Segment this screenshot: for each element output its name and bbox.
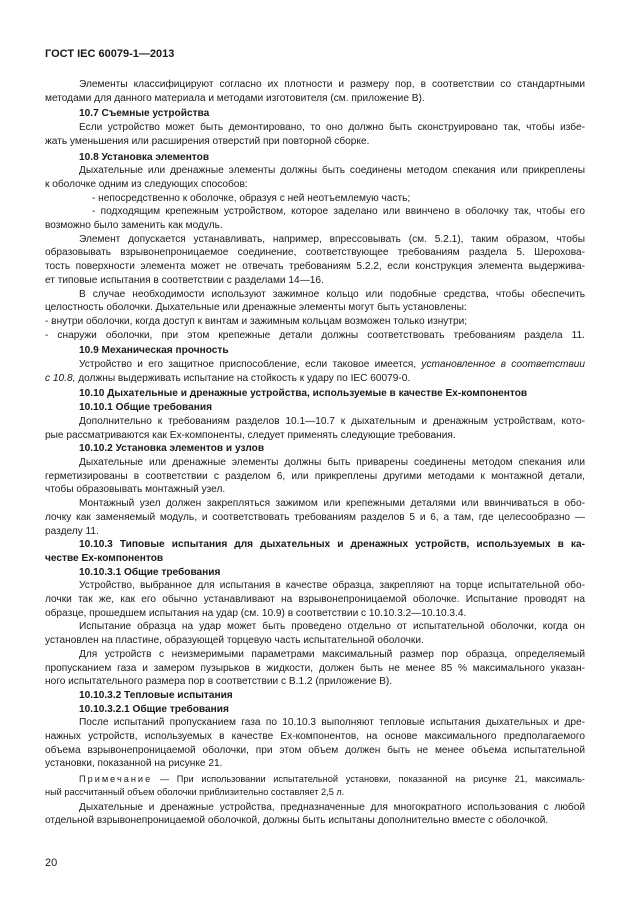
paragraph-line: нажных устройств, используемых в качестве Ex-компонентов, на основе максимального предполагаемого xyxy=(45,731,585,743)
paragraph-line: к оболочке одним из следующих способов: xyxy=(45,178,248,190)
paragraph-line: ет типовые испытания в соответствии с разделами 14—16. xyxy=(45,274,324,286)
paragraph-line: Элемент допускается устанавливать, например, впрессовывать (см. 5.2.1), таким образом, чтобы xyxy=(79,233,585,245)
section-heading-10-7: 10.7 Съемные устройства xyxy=(79,108,210,120)
page-number: 20 xyxy=(45,857,58,869)
paragraph-line: Дыхательные или дренажные элементы должны быть приварены соединены методом спекания или xyxy=(79,456,585,468)
list-item: - снаружи оболочки, при этом крепежные детали должны соответствовать требованиям раздела 11. xyxy=(45,329,585,341)
section-heading-10-10-2: 10.10.2 Установка элементов и узлов xyxy=(79,443,265,455)
section-heading-10-10-3-2-1: 10.10.3.2.1 Общие требования xyxy=(79,703,229,715)
paragraph-line: установлен на пластине, образующей торцевую часть испытательной оболочки. xyxy=(45,635,424,647)
paragraph-line: Устройство, выбранное для испытания в качестве образца, закрепляют на торце испытательной обо- xyxy=(79,580,585,592)
paragraph-line: чтобы образовывать монтажный узел. xyxy=(45,484,226,496)
paragraph-line: отдельной взрывонепроницаемой оболочкой, должны быть испытаны дополнительно вместе с оболочкой. xyxy=(45,815,549,827)
section-heading-10-10-3-1: 10.10.3.1 Общие требования xyxy=(79,566,221,578)
paragraph-line xyxy=(45,372,585,386)
paragraph-line: Для устройств с неизмеримыми параметрами максимальный размер пор образца, определяемый xyxy=(79,648,585,660)
paragraph-line: Дополнительно к требованиям разделов 10.1—10.7 к дыхательным и дренажным устройствам, кото- xyxy=(79,415,585,427)
paragraph-line: целостность оболочки. Дыхательные или дренажные элементы могут быть установлены: xyxy=(45,302,467,314)
list-item: - непосредственно к оболочке, образуя с ней неотъемлемую часть; xyxy=(92,192,411,204)
paragraph-line xyxy=(45,358,585,372)
note-line xyxy=(45,773,585,786)
text-run: должны выдерживать испытание на стойкость к удару по IEC 60079-0. xyxy=(78,372,411,384)
paragraph-line: В случае необходимости используют зажимное кольцо или подобные средства, чтобы обеспечить xyxy=(79,288,585,300)
paragraph-line: лочку как заменяемый модуль, и соответствовать требованиям разделов 5 и 6, а там, где целесообразно — xyxy=(45,511,585,523)
note-text: — При использовании испытательной установки, показанной на рисунке 21, максималь- xyxy=(159,774,585,785)
paragraph-line: образовывать взрывонепроницаемое соединение, соответствующее требованиям раздела 5. Шерохова- xyxy=(45,247,585,259)
paragraph-line: Элементы классифицируют согласно их плотности и размеру пор, в соответствии со стандартными xyxy=(79,79,585,90)
italic-text: установленное в соответствии xyxy=(421,359,585,371)
section-heading-10-9: 10.9 Механическая прочность xyxy=(79,345,229,357)
section-heading-10-10: 10.10 Дыхательные и дренажные устройства, используемые в качестве Ex-компонентов xyxy=(79,388,528,400)
paragraph-line: методами для данного материала и методами изготовителя (см. приложение В). xyxy=(45,92,425,104)
text-run: Устройство и его защитное приспособление, если таковое имеется, xyxy=(79,359,417,371)
paragraph-line: ного испытательного размера пор в соответствии с В.1.2 (приложение В). xyxy=(45,676,393,688)
paragraph-line: разделу 11. xyxy=(45,525,99,537)
document-header: ГОСТ IEC 60079-1—2013 xyxy=(45,48,175,60)
section-heading-10-10-3-cont: честве Ex-компонентов xyxy=(45,552,164,564)
section-heading-10-10-3-2: 10.10.3.2 Тепловые испытания xyxy=(79,689,233,701)
paragraph-line: тость поверхности элемента может не отвечать требованиям 5.2.2, если конструкция элемента выдержива- xyxy=(45,261,585,273)
paragraph-line: Монтажный узел должен закрепляться зажимом или крепежными деталями или ввинчиваться в обо- xyxy=(79,498,585,510)
section-heading-10-8: 10.8 Установка элементов xyxy=(79,151,210,163)
list-item: - подходящим крепежным устройством, которое заделано или ввинчено в оболочку так, чтобы его xyxy=(92,206,585,218)
paragraph-line: герметизированы в соответствии с разделом 6, или прикреплены другими методами к монтажной детали, xyxy=(45,470,585,482)
paragraph-line: Испытание образца на удар может быть проведено отдельно от испытательной оболочки, когда он xyxy=(79,621,585,633)
paragraph-line: лочки так же, как его обычно устанавливают на взрывонепроницаемой оболочке. Испытание проводят на xyxy=(45,594,585,606)
paragraph-line: Дыхательные и дренажные устройства, предназначенные для многократного использования с любой xyxy=(79,801,585,813)
note-label: Примечание xyxy=(79,774,153,785)
section-heading-10-10-3: 10.10.3 Типовые испытания для дыхательных и дренажных устройств, используемых в ка- xyxy=(79,539,585,551)
note-line: ный рассчитанный объем оболочки приблизительно составляет 2,5 л. xyxy=(45,786,345,797)
paragraph-line: Дыхательные или дренажные элементы должны быть соединены методом спекания или прикреплены xyxy=(79,165,585,177)
page-content xyxy=(45,78,585,828)
paragraph-line: рые рассматриваются как Ex-компоненты, следует применять следующие требования. xyxy=(45,429,456,441)
paragraph-line: жать уменьшения или расширения отверстий при повторной сборке. xyxy=(45,135,370,147)
section-heading-10-10-1: 10.10.1 Общие требования xyxy=(79,402,212,414)
paragraph-line: установки, показанной на рисунке 21. xyxy=(45,758,223,770)
italic-text: с 10.8, xyxy=(45,372,76,384)
paragraph-line: После испытаний пропусканием газа по 10.10.3 выполняют тепловые испытания дыхательных и дре- xyxy=(79,717,585,729)
paragraph-line: Если устройство может быть демонтировано, то оно должно быть сконструировано так, чтобы избе- xyxy=(79,122,585,134)
paragraph-line: образце, прошедшем испытания на удар (см. 10.9) в соответствии с 10.10.3.2—10.10.3.4. xyxy=(45,607,467,619)
list-item-continued: возможно было заменить как модуль. xyxy=(45,220,223,232)
list-item: - внутри оболочки, когда доступ к винтам и зажимным кольцам возможен только изнутри; xyxy=(45,315,468,327)
paragraph-line: объема взрывонепроницаемой оболочки, при этом объем должен быть не менее объема испытательной xyxy=(45,744,585,756)
paragraph-line: пропусканием газа и замером пузырьков в жидкости, должен быть не менее 85 % максимального указан- xyxy=(45,662,585,674)
